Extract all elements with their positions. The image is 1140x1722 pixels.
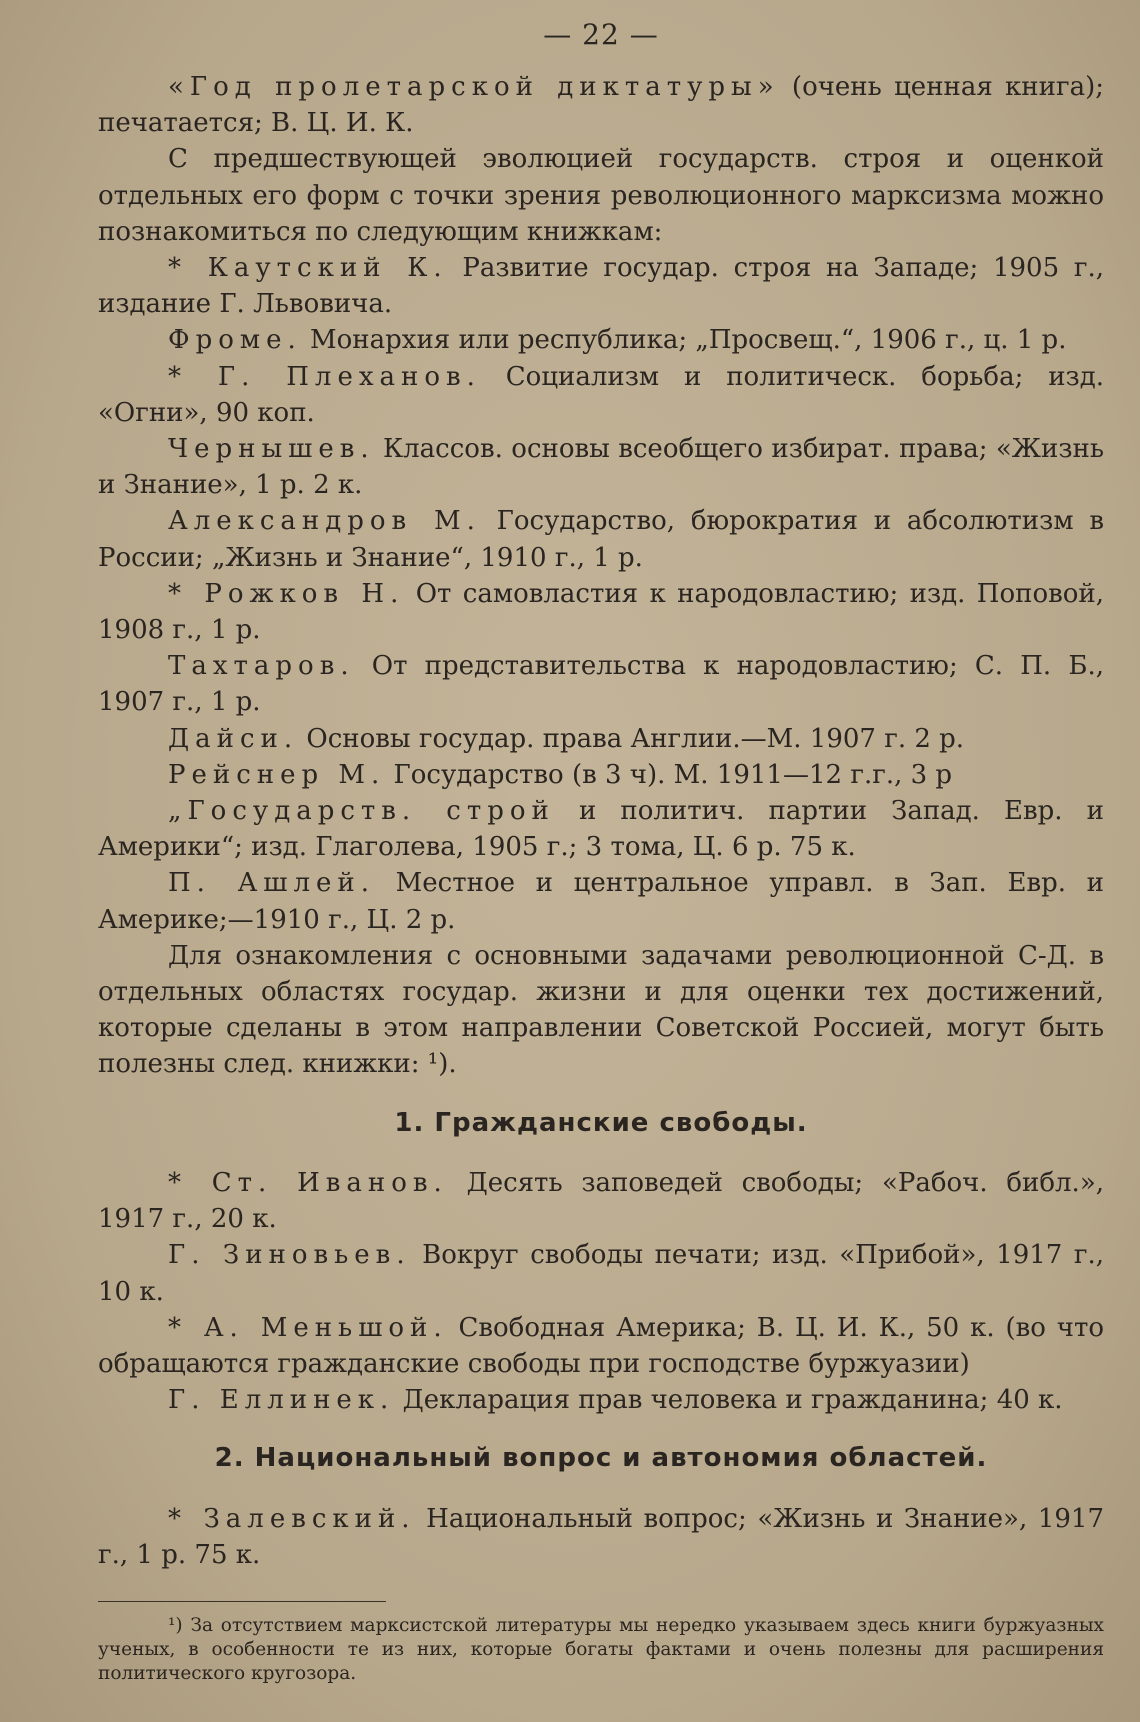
bibliography-entry bbox=[98, 503, 1104, 575]
bibliography-entry bbox=[98, 1501, 1104, 1573]
bibliography-entry bbox=[98, 359, 1104, 431]
entry-text: Местное и центральное управл. в Зап. Евр. и Америке;—1910 г., Ц. 2 р. bbox=[98, 868, 1104, 935]
bibliography-entry bbox=[98, 431, 1104, 503]
author: Дайси. bbox=[168, 723, 299, 754]
author: Г. Зиновьев. bbox=[168, 1240, 411, 1271]
author: * Рожков Н. bbox=[168, 578, 405, 609]
entry-text: Свободная Америка; В. Ц. И. К., 50 к. (во что обращаются гражданские свободы при господстве буржуазии) bbox=[98, 1312, 1104, 1379]
entry-text: Декларация прав человека и гражданина; 40 к. bbox=[394, 1385, 1063, 1416]
entry-text: От самовластия к народовластию; изд. Поповой, 1908 г., 1 р. bbox=[98, 578, 1104, 646]
bibliography-entry bbox=[98, 576, 1104, 648]
author: Фроме. bbox=[168, 325, 302, 356]
paragraph bbox=[98, 938, 1104, 1083]
bibliography-entry bbox=[98, 648, 1104, 720]
entry-text: Десять заповедей свободы; «Рабоч. библ.», 1917 г., 20 к. bbox=[98, 1167, 1104, 1235]
bibliography-entry bbox=[98, 250, 1104, 322]
author: Чернышев. bbox=[168, 434, 375, 465]
entry-text: Государство, бюрократия и абсолютизм в России; „Жизнь и Знание“, 1910 г., 1 р. bbox=[98, 506, 1104, 573]
author: * Каутский К. bbox=[168, 253, 448, 284]
author: П. Ашлей. bbox=[168, 868, 375, 899]
author: * Ст. Иванов. bbox=[168, 1167, 448, 1198]
bibliography-entry bbox=[98, 793, 1104, 865]
author: * Г. Плеханов. bbox=[168, 361, 481, 392]
section-heading: 2. Национальный вопрос и автономия областей. bbox=[214, 1443, 988, 1474]
entry-text: Развитие государ. строя на Западе; 1905 г., издание Г. Львовича. bbox=[98, 253, 1104, 320]
entry-text: Государство (в 3 ч). М. 1911—12 г.г., 3 р bbox=[385, 759, 953, 790]
paragraph-text: С предшествующей эволюцией государств. строя и оценкой отдельных его форм с точки зрения революционного марксизма можно познакомиться по следующим книжкам: bbox=[98, 144, 1104, 247]
bibliography-entry bbox=[98, 322, 1104, 358]
entry-text: Классов. основы всеобщего избират. права; «Жизнь и Знание», 1 р. 2 к. bbox=[98, 434, 1104, 501]
section-heading: 1. Гражданские свободы. bbox=[394, 1107, 808, 1138]
bibliography-entry bbox=[98, 1237, 1104, 1309]
page-number: — 22 — bbox=[543, 18, 659, 51]
paragraph bbox=[98, 69, 1104, 141]
entry-text: Социализм и политическ. борьба; изд. «Огни», 90 коп. bbox=[98, 361, 1104, 428]
bibliography-entry bbox=[98, 1165, 1104, 1237]
entry-text: От представительства к народовластию; С. П. Б., 1907 г., 1 р. bbox=[98, 651, 1104, 718]
footnote: ¹) За отсутствием марксистской литературы мы нередко указываем здесь книги буржуазных ученых, в особенности те из них, которые богаты фактами и очень полезны для расширения политического кругозора. bbox=[98, 1614, 1104, 1684]
paragraph-text: (очень ценная книга); печатается; В. Ц. И. К. bbox=[98, 72, 1104, 139]
entry-text: Основы государ. права Англии.—М. 1907 г. 2 р. bbox=[298, 723, 965, 754]
book-title: «Год пролетарской диктатуры» bbox=[168, 72, 780, 102]
author: * А. Меньшой. bbox=[168, 1312, 448, 1343]
author: Рейснер М. bbox=[168, 759, 386, 790]
author: Тахтаров. bbox=[168, 651, 355, 682]
author: „Государств. строй bbox=[168, 796, 555, 827]
footnote-divider bbox=[98, 1601, 386, 1602]
author: Александров М. bbox=[168, 506, 481, 537]
paragraph-text: Для ознакомления с основными задачами революционной С-Д. в отдельных областях государ. жизни и для оценки тех достижений, которые сделаны в этом направлении Советской Россией, могут быть полезны след. книжки: ¹). bbox=[98, 940, 1104, 1080]
bibliography-entry bbox=[98, 1310, 1104, 1382]
author: Г. Еллинек. bbox=[168, 1385, 395, 1416]
bibliography-entry bbox=[98, 865, 1104, 937]
bibliography-entry bbox=[98, 1382, 1104, 1418]
entry-text: Монархия или республика; „Просвещ.“, 1906 г., ц. 1 р. bbox=[301, 325, 1067, 356]
main-text bbox=[98, 69, 1104, 1573]
bibliography-entry bbox=[98, 757, 1104, 793]
entry-text: и политич. партии Запад. Евр. и Америки“; изд. Глаголева, 1905 г.; 3 тома, Ц. 6 р. 75 к. bbox=[98, 796, 1104, 863]
paragraph bbox=[98, 141, 1104, 250]
bibliography-entry bbox=[98, 721, 1104, 757]
author: * Залевский. bbox=[168, 1503, 416, 1534]
entry-text: Вокруг свободы печати; изд. «Прибой», 1917 г., 10 к. bbox=[98, 1240, 1104, 1307]
entry-text: Национальный вопрос; «Жизнь и Знание», 1917 г., 1 р. 75 к. bbox=[98, 1503, 1104, 1570]
